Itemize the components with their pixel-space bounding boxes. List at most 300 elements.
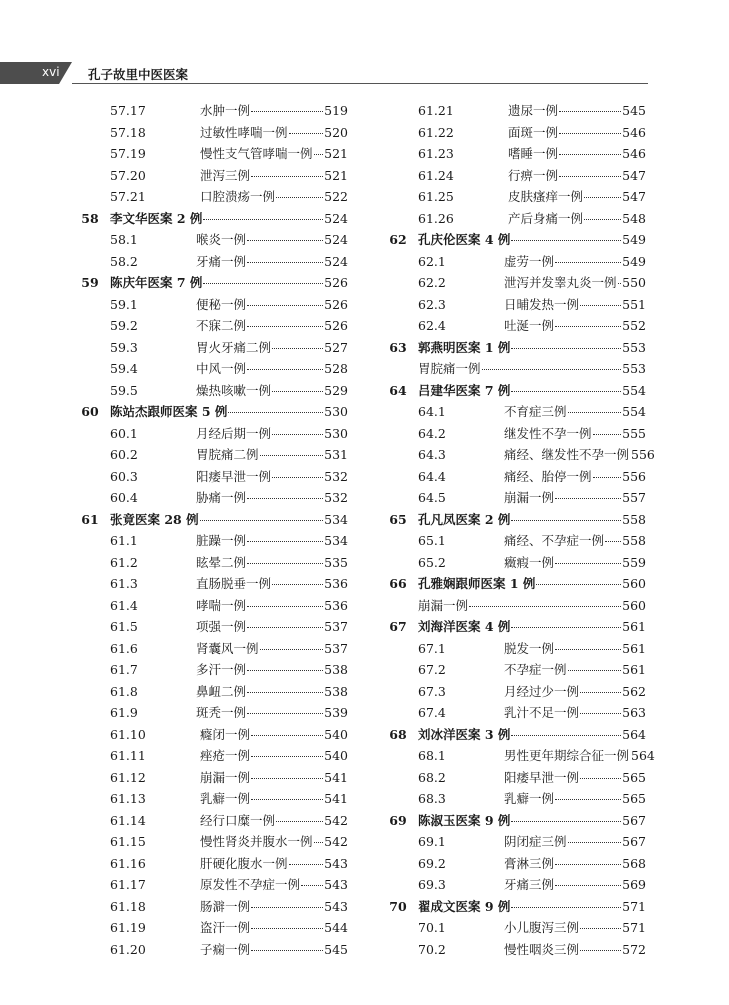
- toc-entry[interactable]: [70, 682, 348, 704]
- page-ref: 521: [324, 167, 348, 183]
- toc-section-entry[interactable]: [70, 209, 348, 231]
- dot-leader: [511, 240, 621, 241]
- toc-entry[interactable]: [70, 617, 348, 639]
- page-ref: 559: [622, 554, 646, 570]
- entry-number: 59.5: [110, 382, 138, 398]
- page-ref: 568: [622, 855, 646, 871]
- entry-title: 陈淑玉医案 9 例: [418, 812, 511, 828]
- toc-entry[interactable]: [70, 316, 348, 338]
- toc-section-entry[interactable]: [378, 510, 646, 532]
- dot-leader: [272, 434, 323, 435]
- page-ref: 558: [622, 511, 646, 527]
- toc-entry[interactable]: [378, 768, 646, 790]
- toc-entry[interactable]: [70, 940, 348, 962]
- toc-entry[interactable]: [378, 531, 646, 553]
- entry-number: 62.2: [418, 275, 446, 290]
- toc-entry[interactable]: [378, 639, 646, 661]
- dot-leader: [482, 369, 622, 370]
- entry-title: 不育症三例: [504, 404, 567, 419]
- entry-title: 崩漏一例: [418, 597, 469, 613]
- entry-title: 牙痛一例: [196, 253, 247, 269]
- dot-leader: [568, 842, 622, 843]
- toc-entry[interactable]: [70, 488, 348, 510]
- toc-section-entry[interactable]: [378, 617, 646, 639]
- page-ref: 561: [622, 662, 646, 677]
- entry-number: 61.24: [418, 167, 454, 183]
- toc-entry[interactable]: [70, 918, 348, 940]
- entry-title: 痛经、胎停一例: [504, 468, 592, 484]
- page-ref: 560: [622, 597, 646, 613]
- entry-title: 原发性不孕症一例: [200, 877, 301, 892]
- page-ref: 571: [622, 920, 646, 935]
- entry-number: 61.1: [110, 533, 138, 548]
- page-ref: 547: [622, 189, 646, 204]
- dot-leader: [555, 563, 621, 564]
- entry-number: 64.2: [418, 425, 446, 441]
- entry-title: 膏淋三例: [504, 855, 555, 871]
- toc-entry[interactable]: [70, 574, 348, 596]
- toc-entry[interactable]: [378, 488, 646, 510]
- section-number: 62: [389, 232, 407, 247]
- toc-section-entry[interactable]: [378, 725, 646, 747]
- page-ref: 536: [324, 597, 348, 613]
- entry-number: 61.19: [110, 920, 146, 935]
- toc-entry[interactable]: [378, 187, 646, 209]
- dot-leader: [555, 498, 621, 499]
- entry-title: 皮肤瘙痒一例: [508, 189, 584, 204]
- entry-number: 68.2: [418, 769, 446, 785]
- toc-entry[interactable]: [70, 768, 348, 790]
- entry-number: 60.2: [110, 447, 138, 462]
- page-ref: 548: [622, 210, 646, 226]
- dot-leader: [555, 885, 621, 886]
- entry-title: 继发性不孕一例: [504, 425, 592, 441]
- page-ref: 545: [622, 103, 646, 118]
- page-ref: 563: [622, 705, 646, 720]
- toc-entry[interactable]: [70, 166, 348, 188]
- entry-number: 65.2: [418, 554, 446, 570]
- toc-entry[interactable]: [70, 789, 348, 811]
- toc-section-entry[interactable]: [378, 811, 646, 833]
- dot-leader: [511, 907, 621, 908]
- toc-entry[interactable]: [70, 467, 348, 489]
- entry-title: 慢性咽炎三例: [504, 941, 580, 957]
- page-ref: 554: [622, 404, 646, 419]
- section-number: 70: [389, 898, 407, 914]
- page-ref: 527: [324, 339, 348, 355]
- entry-title: 遗尿一例: [508, 103, 559, 118]
- page-ref: 546: [622, 146, 646, 161]
- entry-title: 盗汗一例: [200, 920, 251, 935]
- page-ref: 521: [324, 146, 348, 161]
- entry-number: 62.3: [418, 296, 446, 312]
- entry-number: 59.4: [110, 361, 138, 376]
- toc-entry[interactable]: [70, 531, 348, 553]
- dot-leader: [469, 606, 621, 607]
- toc-entry[interactable]: [70, 230, 348, 252]
- entry-title: 肝硬化腹水一例: [200, 855, 288, 871]
- entry-title: 虚劳一例: [504, 253, 555, 269]
- toc-entry[interactable]: [70, 703, 348, 725]
- toc-entry[interactable]: [378, 209, 646, 231]
- toc-entry[interactable]: [70, 359, 348, 381]
- page-ref: 537: [324, 640, 348, 656]
- page-ref: 539: [324, 705, 348, 720]
- page-ref: 522: [324, 189, 348, 204]
- entry-number: 61.15: [110, 834, 146, 849]
- toc-entry[interactable]: [70, 123, 348, 145]
- dot-leader: [251, 928, 323, 929]
- entry-number: 64.3: [418, 447, 446, 462]
- page-ref: 554: [622, 382, 646, 398]
- page-ref: 545: [324, 941, 348, 957]
- page-ref: 524: [324, 232, 348, 247]
- toc-entry[interactable]: [70, 187, 348, 209]
- section-number: 59: [81, 275, 99, 290]
- entry-title: 子痫一例: [200, 941, 251, 957]
- toc-entry[interactable]: [70, 875, 348, 897]
- entry-number: 61.2: [110, 554, 138, 570]
- entry-number: 61.5: [110, 619, 138, 634]
- entry-title: 便秘一例: [196, 296, 247, 312]
- entry-title: 癥瘕一例: [504, 554, 555, 570]
- toc-entry[interactable]: [378, 295, 646, 317]
- toc-section-entry[interactable]: [378, 338, 646, 360]
- dot-leader: [251, 907, 323, 908]
- toc-entry[interactable]: [70, 596, 348, 618]
- entry-title: 胃脘痛二例: [196, 447, 259, 462]
- dot-leader: [605, 541, 621, 542]
- entry-title: 郭燕明医案 1 例: [418, 339, 511, 355]
- toc-entry[interactable]: [70, 381, 348, 403]
- toc-entry[interactable]: [378, 746, 655, 768]
- entry-title: 孔庆伦医案 4 例: [418, 232, 511, 247]
- dot-leader: [568, 670, 622, 671]
- section-number: 65: [389, 511, 407, 527]
- dot-leader: [272, 584, 323, 585]
- entry-number: 61.10: [110, 726, 146, 742]
- header-tab: [0, 62, 72, 84]
- toc-section-entry[interactable]: [378, 897, 646, 919]
- entry-title: 牙痛三例: [504, 877, 555, 892]
- section-number: 67: [389, 619, 407, 634]
- entry-title: 胃脘痛一例: [418, 361, 481, 376]
- entry-number: 70.2: [418, 941, 446, 957]
- entry-number: 69.3: [418, 877, 446, 892]
- entry-title: 乳癖一例: [200, 791, 251, 806]
- section-number: 68: [389, 726, 407, 742]
- dot-leader: [568, 412, 622, 413]
- entry-title: 月经后期一例: [196, 425, 272, 441]
- toc-entry[interactable]: [378, 316, 646, 338]
- page-ref: 532: [324, 468, 348, 484]
- dot-leader: [618, 283, 622, 284]
- entry-number: 58.2: [110, 253, 138, 269]
- page-ref: 571: [622, 898, 646, 914]
- page-ref: 553: [622, 339, 646, 355]
- dot-leader: [247, 670, 323, 671]
- page-ref: 532: [324, 490, 348, 505]
- dot-leader: [260, 455, 324, 456]
- entry-title: 燥热咳嗽一例: [196, 382, 272, 398]
- toc-entry[interactable]: [378, 682, 646, 704]
- dot-leader: [247, 305, 323, 306]
- entry-number: 60.1: [110, 425, 138, 441]
- entry-title: 不孕症一例: [504, 662, 567, 677]
- entry-number: 60.3: [110, 468, 138, 484]
- entry-number: 62.4: [418, 318, 446, 333]
- entry-title: 陈庆年医案 7 例: [110, 275, 203, 290]
- page-ref: 565: [622, 791, 646, 806]
- dot-leader: [555, 262, 621, 263]
- section-number: 63: [389, 339, 407, 355]
- toc-entry[interactable]: [378, 445, 655, 467]
- dot-leader: [251, 756, 323, 757]
- toc-entry[interactable]: [70, 338, 348, 360]
- page-ref: 572: [622, 941, 646, 957]
- dot-leader: [314, 842, 324, 843]
- entry-title: 李文华医案 2 例: [110, 210, 203, 226]
- toc-section-entry[interactable]: [378, 230, 646, 252]
- page-ref: 567: [622, 812, 646, 828]
- toc-entry[interactable]: [70, 445, 348, 467]
- toc-entry[interactable]: [70, 746, 348, 768]
- section-number: 60: [81, 404, 99, 419]
- dot-leader: [251, 950, 323, 951]
- toc-entry[interactable]: [70, 832, 348, 854]
- entry-number: 60.4: [110, 490, 138, 505]
- page-ref: 541: [324, 769, 348, 785]
- entry-number: 61.14: [110, 812, 146, 828]
- toc-entry[interactable]: [378, 123, 646, 145]
- entry-number: 57.17: [110, 103, 146, 118]
- page-ref: 562: [622, 683, 646, 699]
- toc-entry[interactable]: [378, 273, 646, 295]
- entry-title: 多汗一例: [196, 662, 247, 677]
- page-ref: 567: [622, 834, 646, 849]
- toc-entry[interactable]: [378, 660, 646, 682]
- entry-number: 59.2: [110, 318, 138, 333]
- toc-column-right: [378, 101, 655, 961]
- entry-number: 64.4: [418, 468, 446, 484]
- entry-title: 崩漏一例: [200, 769, 251, 785]
- page-ref: 551: [622, 296, 646, 312]
- toc-entry[interactable]: [378, 101, 646, 123]
- dot-leader: [511, 735, 621, 736]
- dot-leader: [247, 692, 323, 693]
- entry-title: 张竟医案 28 例: [110, 511, 199, 527]
- dot-leader: [580, 713, 621, 714]
- entry-title: 陈站杰跟师医案 5 例: [110, 404, 228, 419]
- toc-entry[interactable]: [378, 789, 646, 811]
- page-ref: 543: [324, 877, 348, 892]
- page-ref: 529: [324, 382, 348, 398]
- entry-title: 泄泻三例: [200, 167, 251, 183]
- entry-title: 痤疮一例: [200, 748, 251, 763]
- entry-number: 61.18: [110, 898, 146, 914]
- page-ref: 546: [622, 124, 646, 140]
- toc-entry[interactable]: [378, 424, 646, 446]
- page-ref: 561: [622, 640, 646, 656]
- entry-number: 59.1: [110, 296, 138, 312]
- dot-leader: [247, 563, 323, 564]
- dot-leader: [251, 778, 323, 779]
- page-ref: 555: [622, 425, 646, 441]
- toc-entry[interactable]: [70, 424, 348, 446]
- entry-number: 61.17: [110, 877, 146, 892]
- entry-number: 61.23: [418, 146, 454, 161]
- entry-number: 61.8: [110, 683, 138, 699]
- section-number: 64: [389, 382, 407, 398]
- toc-entry[interactable]: [70, 660, 348, 682]
- dot-leader: [289, 864, 324, 865]
- toc-column-left: [70, 101, 348, 961]
- entry-number: 57.18: [110, 124, 146, 140]
- entry-number: 70.1: [418, 920, 446, 935]
- page-ref: 540: [324, 748, 348, 763]
- entry-title: 水肿一例: [200, 103, 251, 118]
- dot-leader: [276, 821, 323, 822]
- book-title: 孔子故里中医医案: [88, 67, 189, 82]
- toc-entry[interactable]: [378, 918, 646, 940]
- page-ref: 556: [631, 447, 655, 462]
- toc-entry[interactable]: [70, 639, 348, 661]
- toc-entry[interactable]: [378, 359, 646, 381]
- page-ref: 565: [622, 769, 646, 785]
- entry-title: 胁痛一例: [196, 490, 247, 505]
- entry-title: 阴闭症三例: [504, 834, 567, 849]
- page-ref: 547: [622, 167, 646, 183]
- toc-entry[interactable]: [70, 252, 348, 274]
- entry-title: 脱发一例: [504, 640, 555, 656]
- toc-entry[interactable]: [378, 875, 646, 897]
- entry-title: 月经过少一例: [504, 683, 580, 699]
- toc-entry[interactable]: [378, 832, 646, 854]
- entry-title: 过敏性哮喘一例: [200, 124, 288, 140]
- dot-leader: [593, 477, 622, 478]
- entry-number: 61.13: [110, 791, 146, 806]
- entry-number: 62.1: [418, 253, 446, 269]
- dot-leader: [580, 305, 621, 306]
- entry-number: 58.1: [110, 232, 138, 247]
- toc-entry[interactable]: [70, 101, 348, 123]
- dot-leader: [272, 348, 323, 349]
- dot-leader: [559, 133, 621, 134]
- toc-entry[interactable]: [378, 854, 646, 876]
- dot-leader: [593, 434, 622, 435]
- entry-number: 61.6: [110, 640, 138, 656]
- entry-title: 面斑一例: [508, 124, 559, 140]
- dot-leader: [555, 326, 621, 327]
- toc-entry[interactable]: [70, 725, 348, 747]
- dot-leader: [203, 283, 323, 284]
- page-ref: 542: [324, 812, 348, 828]
- dot-leader: [272, 477, 323, 478]
- entry-number: 59.3: [110, 339, 138, 355]
- toc-entry[interactable]: [378, 553, 646, 575]
- page-ref: 550: [622, 275, 646, 290]
- dot-leader: [511, 348, 621, 349]
- page-ref: 524: [324, 253, 348, 269]
- page-ref: 537: [324, 619, 348, 634]
- toc-entry[interactable]: [378, 166, 646, 188]
- toc-entry[interactable]: [378, 402, 646, 424]
- toc-entry[interactable]: [378, 252, 646, 274]
- dot-leader: [580, 778, 621, 779]
- dot-leader: [289, 133, 324, 134]
- entry-number: 67.1: [418, 640, 446, 656]
- toc-entry[interactable]: [378, 467, 646, 489]
- entry-title: 哮喘一例: [196, 597, 247, 613]
- toc-section-entry[interactable]: [378, 574, 646, 596]
- toc-section-entry[interactable]: [378, 381, 646, 403]
- page-ref: 519: [324, 103, 348, 118]
- entry-title: 项强一例: [196, 619, 247, 634]
- entry-number: 64.1: [418, 404, 446, 419]
- entry-title: 喉炎一例: [196, 232, 247, 247]
- page-ref: 530: [324, 425, 348, 441]
- page-ref: 544: [324, 920, 348, 935]
- entry-title: 慢性肾炎并腹水一例: [200, 834, 313, 849]
- page-ref: 538: [324, 683, 348, 699]
- dot-leader: [247, 326, 323, 327]
- entry-number: 61.21: [418, 103, 454, 118]
- entry-title: 崩漏一例: [504, 490, 555, 505]
- entry-title: 吕建华医案 7 例: [418, 382, 511, 398]
- entry-number: 68.3: [418, 791, 446, 806]
- toc-entry[interactable]: [378, 144, 646, 166]
- dot-leader: [247, 541, 323, 542]
- toc-entry[interactable]: [378, 703, 646, 725]
- entry-title: 日晡发热一例: [504, 296, 580, 312]
- running-header: [0, 60, 729, 88]
- entry-title: 小儿腹泻三例: [504, 920, 580, 935]
- toc-section-entry[interactable]: [70, 402, 348, 424]
- section-number: 69: [389, 812, 407, 828]
- entry-title: 鼻衄二例: [196, 683, 247, 699]
- toc-entry[interactable]: [378, 596, 646, 618]
- toc-section-entry[interactable]: [70, 510, 348, 532]
- toc-section-entry[interactable]: [70, 273, 348, 295]
- dot-leader: [251, 176, 323, 177]
- page-ref: 553: [622, 361, 646, 376]
- entry-number: 68.1: [418, 748, 446, 763]
- toc-entry[interactable]: [70, 811, 348, 833]
- toc-entry[interactable]: [70, 553, 348, 575]
- entry-number: 61.7: [110, 662, 138, 677]
- dot-leader: [555, 864, 621, 865]
- dot-leader: [247, 240, 323, 241]
- toc-entry[interactable]: [70, 897, 348, 919]
- entry-title: 斑秃一例: [196, 705, 247, 720]
- dot-leader: [247, 713, 323, 714]
- toc-entry[interactable]: [70, 144, 348, 166]
- entry-title: 肠澼一例: [200, 898, 251, 914]
- entry-title: 癃闭一例: [200, 726, 251, 742]
- dot-leader: [511, 627, 621, 628]
- dot-leader: [536, 584, 621, 585]
- page-ref: 536: [324, 576, 348, 591]
- toc-entry[interactable]: [70, 295, 348, 317]
- page-ref: 540: [324, 726, 348, 742]
- dot-leader: [251, 111, 323, 112]
- dot-leader: [555, 799, 621, 800]
- page-ref: 558: [622, 533, 646, 548]
- entry-number: 67.3: [418, 683, 446, 699]
- toc-entry[interactable]: [70, 854, 348, 876]
- entry-title: 行痹一例: [508, 167, 559, 183]
- toc-entry[interactable]: [378, 940, 646, 962]
